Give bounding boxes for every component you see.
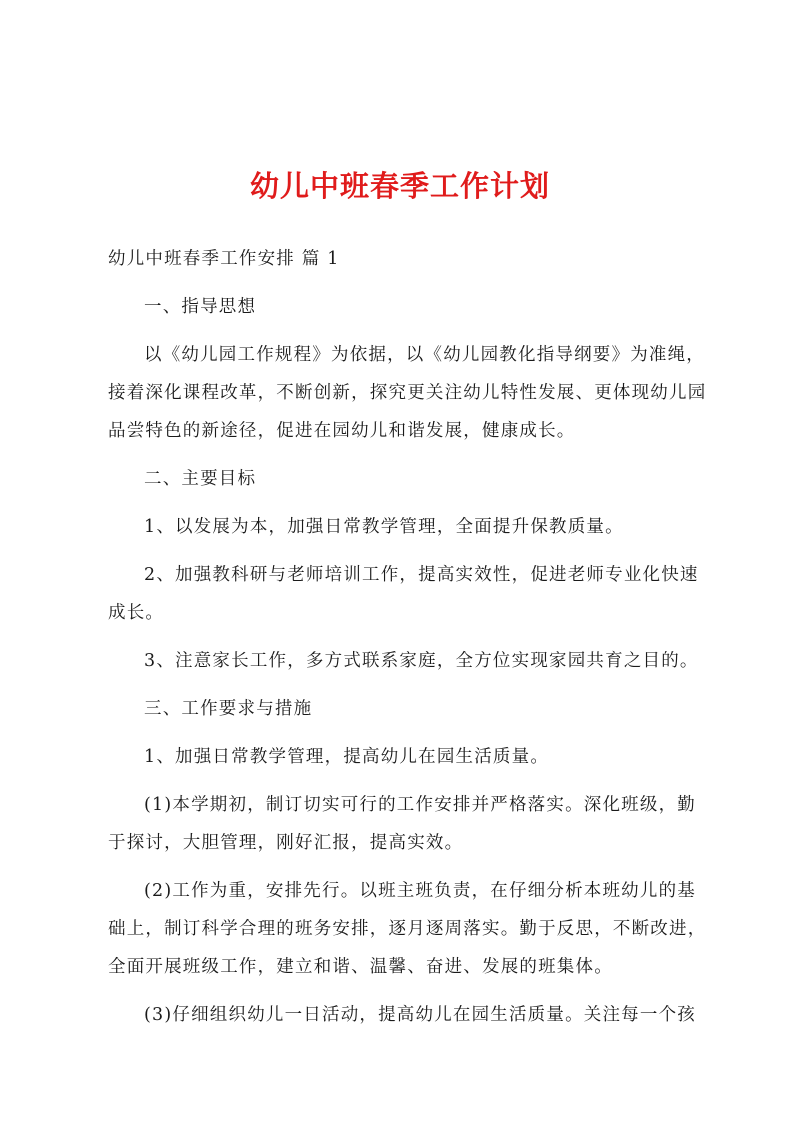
spacer xyxy=(108,450,708,460)
paragraph-line: (2)工作为重，安排先行。以班主班负责，在仔细分析本班幼儿的基 xyxy=(144,881,696,901)
paragraph-line: 1、加强日常教学管理，提高幼儿在园生活质量。 xyxy=(144,747,550,767)
spacer xyxy=(108,776,708,786)
spacer xyxy=(108,632,708,642)
document-subtitle: 幼儿中班春季工作安排 篇 1 xyxy=(108,249,340,269)
section-heading: 二、主要目标 xyxy=(144,469,257,489)
section-heading: 三、工作要求与措施 xyxy=(144,699,313,719)
paragraph-line: (3)仔细组织幼儿一日活动，提高幼儿在园生活质量。关注每一个孩 xyxy=(144,1005,696,1025)
section-heading: 一、指导思想 xyxy=(144,297,257,317)
paragraph-line: 品尝特色的新途径，促进在园幼儿和谐发展，健康成长。 xyxy=(108,421,576,441)
paragraph-line: 2、加强教科研与老师培训工作，提高实效性，促进老师专业化快速 xyxy=(144,565,699,585)
paragraph-line: 接着深化课程改革，不断创新，探究更关注幼儿特性发展、更体现幼儿园 xyxy=(108,383,707,403)
document-body xyxy=(108,240,708,1034)
spacer xyxy=(108,498,708,508)
paragraph-line: 础上，制订科学合理的班务安排，逐月逐周落实。勤于反思，不断改进， xyxy=(108,919,707,939)
paragraph-line: (1)本学期初，制订切实可行的工作安排并严格落实。深化班级，勤 xyxy=(144,795,696,815)
paragraph-line: 1、以发展为本，加强日常教学管理，全面提升保教质量。 xyxy=(144,517,624,537)
paragraph-line: 于探讨，大胆管理，刚好汇报，提高实效。 xyxy=(108,833,464,853)
spacer xyxy=(108,326,708,336)
spacer xyxy=(108,986,708,996)
paragraph-line: 以《幼儿园工作规程》为依据，以《幼儿园教化指导纲要》为准绳， xyxy=(144,345,705,365)
spacer xyxy=(108,728,708,738)
spacer xyxy=(108,546,708,556)
spacer xyxy=(108,862,708,872)
spacer xyxy=(108,278,708,288)
paragraph-line: 成长。 xyxy=(108,603,165,623)
paragraph-line: 3、注意家长工作，多方式联系家庭，全方位实现家园共育之目的。 xyxy=(144,651,699,671)
paragraph-line: 全面开展班级工作，建立和谐、温馨、奋进、发展的班集体。 xyxy=(108,957,613,977)
spacer xyxy=(108,680,708,690)
page-title: 幼儿中班春季工作计划 xyxy=(249,169,550,203)
